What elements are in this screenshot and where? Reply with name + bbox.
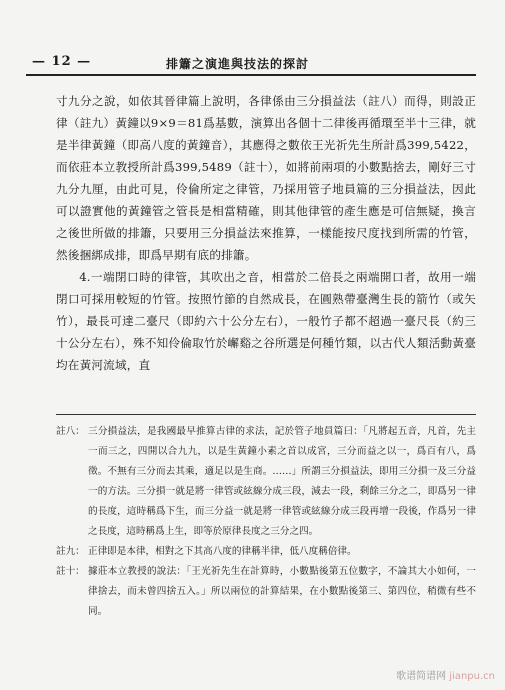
footnote-text: 三分損益法，是我國最早推算古律的求法，記於管子地員篇曰：「凡將起五音，凡首，先主一而三之，四開以合九九，以是生黃鐘小素之首以成宮，三分而益之以一，爲百有八，爲徵。不無有三分而去其乘，適足以是生商。……」所謂三分損益法，即用三分損一及三分益一的方法。三分損一就是將一律管或絃線分成三段，減去一段，剩餘三分之二，即爲另一律的長度，這時稱爲下生，而三分益一就是將一律管或絃線分成三段再增一段後，作爲另一律之長度，這時稱爲上生，即等於原律長度之三分之四。	[88, 426, 476, 537]
running-title: 排簫之演進與技法的探討	[166, 57, 310, 71]
site-watermark	[396, 667, 495, 682]
paragraph-2: 4.一端閉口時的律管，其吹出之音，相當於二倍長之兩端開口者，故用一端閉口可採用較短的竹管。按照竹節的自然成長，在圓熟帶臺灣生長的箭竹（或矢竹），最長可達二臺尺（即約六十公分左右），一般竹子都不超過一臺尺長（約三十公分左右），殊不知伶倫取竹於嶰谿之谷所選是何種竹類，以古代人類活動黃臺均在黃河流域，直	[56, 270, 476, 372]
watermark-latin: jianpu.cn	[449, 671, 495, 682]
footnote-8	[56, 422, 476, 542]
footnote-label: 註十：	[56, 566, 85, 577]
watermark-cn: 歌谱简谱网	[396, 671, 447, 682]
page-number: — 12 —	[32, 54, 92, 69]
main-text	[56, 90, 476, 376]
footnote-9	[56, 542, 476, 562]
footnote-divider	[56, 414, 476, 415]
footnote-label: 註八：	[56, 426, 85, 437]
paragraph-1: 寸九分之說，如依其晉律篇上說明，各律係由三分損益法（註八）而得，則設正律（註九）黃鐘以9×9＝81爲基數，演算出各個十二律後再循環至半十三律，就是半律黃鐘（即高八度的黃鐘音），其應得之數依王光祈先生所計爲399,5422，而依莊本立教授所計爲399,5489（註十），如將前兩項的小數點捨去，剛好三寸九分九厘，由此可見，伶倫所定之律管，乃採用管子地員篇的三分損益法，因此可以證實他的黃鐘管之管長是相當精確，則其他律管的產生應是可信無疑，換言之後世所做的排簫，只要用三分損益法來推算，一樣能按尺度找到所需的竹管，然後捆綁成排，即爲早期有底的排簫。	[56, 94, 476, 262]
footnote-text: 正律即是本律，相對之下其高八度的律稱半律，低八度稱倍律。	[88, 546, 357, 557]
page-header	[26, 52, 476, 76]
footnote-10	[56, 562, 476, 622]
footnote-text: 據莊本立教授的說法：「王光祈先生在計算時，小數點後第五位數字，不論其大小如何，一律捨去，而未曾四捨五入。」所以兩位的計算結果，在小數點後第三、第四位，稍微有些不同。	[88, 566, 476, 617]
footnotes	[56, 422, 476, 622]
footnote-label: 註九：	[56, 546, 85, 557]
